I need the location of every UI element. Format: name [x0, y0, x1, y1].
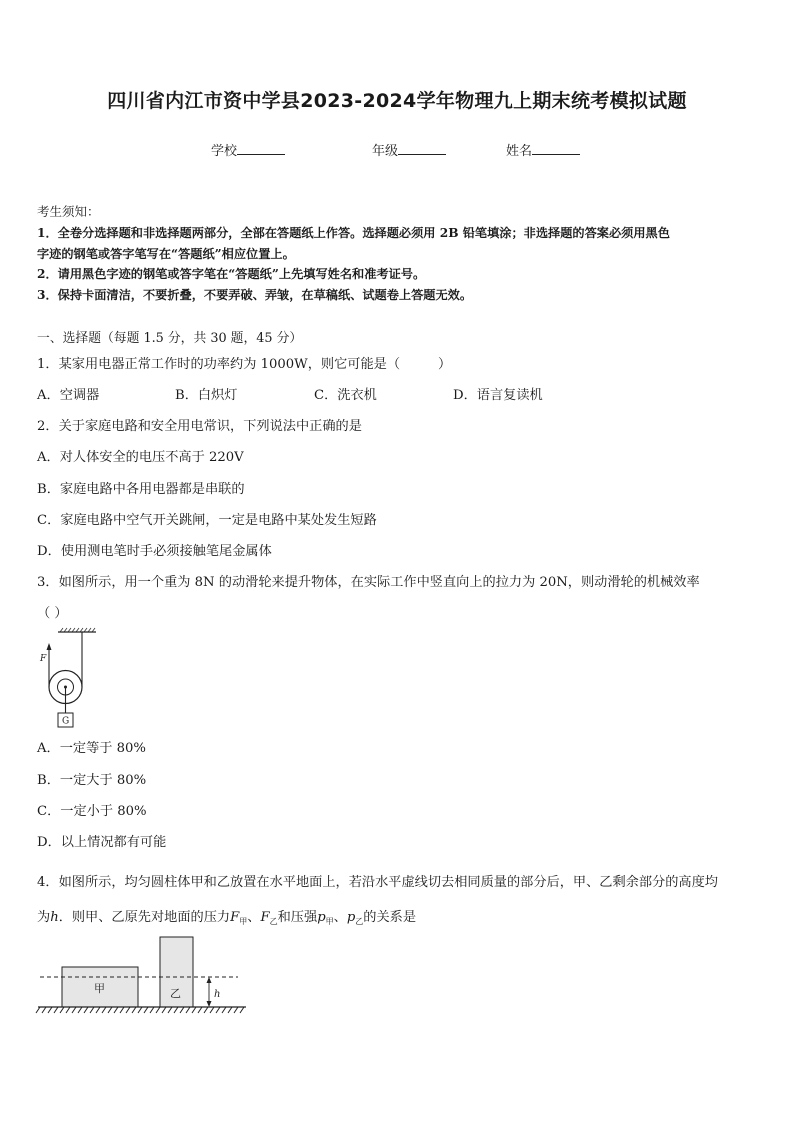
q4-sep-1: 、: [247, 910, 261, 925]
question-1-paren-end: ）: [438, 357, 452, 372]
school-field: [211, 140, 285, 159]
grade-label: 年级: [372, 144, 399, 159]
question-2-stem: 2．关于家庭电路和安全用电常识，下列说法中正确的是: [37, 419, 362, 434]
question-1-stem: [37, 353, 451, 372]
q4-text-c: 和压强: [277, 910, 318, 925]
notice-item-3: 3．保持卡面清洁，不要折叠，不要弄破、弄皱，在草稿纸、试题卷上答题无效。: [37, 288, 473, 302]
q1-option-a[interactable]: A．空调器: [37, 388, 100, 403]
q4-text-d: 的关系是: [363, 910, 417, 925]
q2-option-b[interactable]: B．家庭电路中各用电器都是串联的: [37, 482, 245, 497]
q4-p-jia-symbol: p: [317, 910, 326, 925]
question-1-text: 1．某家用电器正常工作时的功率约为 1000W，则它可能是（: [37, 357, 401, 372]
q3-option-d[interactable]: D．以上情况都有可能: [37, 835, 167, 850]
page-title: 四川省内江市资中学县2023-2024学年物理九上期末统考模拟试题: [107, 90, 687, 112]
q2-option-c[interactable]: C．家庭电路中空气开关跳闸，一定是电路中某处发生短路: [37, 513, 377, 528]
q4-text-a: 为: [37, 910, 51, 925]
q2-option-d[interactable]: D．使用测电笔时手必须接触笔尾金属体: [37, 544, 272, 559]
q3-option-c[interactable]: C．一定小于 80%: [37, 804, 147, 819]
pulley-diagram: [36, 627, 106, 729]
jia-label: 甲: [94, 982, 105, 995]
weight-label: G: [62, 716, 70, 727]
question-3-stem: 3．如图所示，用一个重为 8N 的动滑轮来提升物体，在实际工作中竖直向上的拉力为 20N，则动滑轮的机械效率: [37, 575, 700, 590]
h-label: h: [214, 989, 221, 1000]
q3-option-a[interactable]: A．一定等于 80%: [37, 741, 146, 756]
notice-heading: 考生须知：: [37, 204, 100, 219]
grade-field: [372, 140, 446, 159]
q1-option-d[interactable]: D．语言复读机: [453, 388, 543, 403]
grade-blank[interactable]: [398, 142, 446, 155]
yi-label: 乙: [170, 987, 181, 1000]
school-blank[interactable]: [237, 142, 285, 155]
q4-F-jia-symbol: F: [230, 910, 240, 925]
q4-sub-yi-2: 乙: [355, 917, 364, 926]
question-4-stem: 4．如图所示，均匀圆柱体甲和乙放置在水平地面上，若沿水平虚线切去相同质量的部分后，甲、乙剩余部分的高度均: [37, 875, 718, 890]
q4-sub-jia-2: 甲: [325, 917, 334, 926]
q4-sep-2: 、: [333, 910, 347, 925]
q4-h-symbol: h: [50, 910, 59, 925]
q2-option-a[interactable]: A．对人体安全的电压不高于 220V: [37, 450, 244, 465]
force-label: F: [40, 654, 47, 664]
name-field: [506, 140, 580, 159]
notice-item-2: 2．请用黑色字迹的钢笔或答字笔在“答题纸”上先填写姓名和准考证号。: [37, 267, 426, 281]
q4-F-yi-symbol: F: [260, 910, 270, 925]
name-blank[interactable]: [532, 142, 580, 155]
question-3-stem-paren: （ ）: [37, 606, 68, 621]
school-label: 学校: [211, 144, 238, 159]
section-heading: 一、选择题（每题 1.5 分，共 30 题，45 分）: [37, 331, 303, 346]
q4-p-yi-symbol: p: [346, 910, 356, 925]
question-4-stem-line2: [37, 906, 416, 927]
q1-option-c[interactable]: C．洗衣机: [314, 388, 377, 403]
name-label: 姓名: [506, 144, 533, 159]
notice-item-1-cont: 字迹的钢笔或答字笔写在“答题纸”相应位置上。: [37, 247, 295, 261]
cylinders-diagram: [36, 935, 250, 1017]
q4-text-b: ．则甲、乙原先对地面的压力: [58, 910, 231, 925]
q1-option-b[interactable]: B．白炽灯: [175, 388, 238, 403]
q3-option-b[interactable]: B．一定大于 80%: [37, 773, 147, 788]
q4-sub-yi-1: 乙: [269, 917, 278, 926]
q4-sub-jia-1: 甲: [239, 917, 248, 926]
notice-item-1: 1．全卷分选择题和非选择题两部分，全部在答题纸上作答。选择题必须用 2B 铅笔填涂；非选择题的答案必须用黑色: [37, 226, 670, 240]
